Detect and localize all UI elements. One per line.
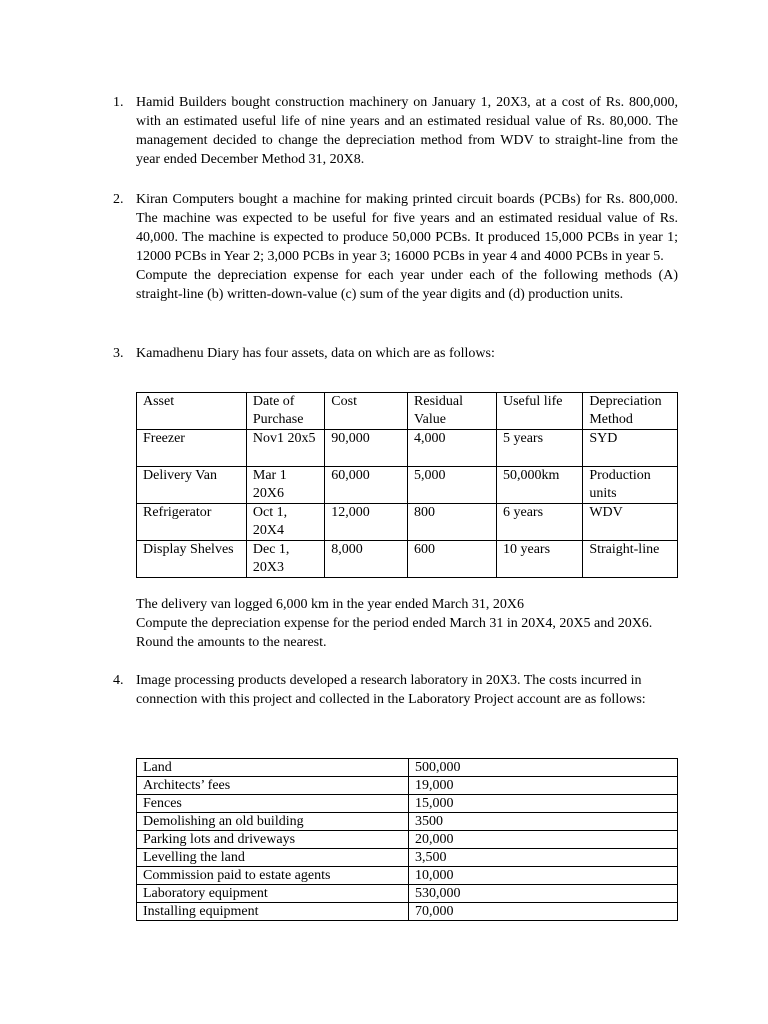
question-4 [113, 671, 678, 709]
table-cell: SYD [583, 430, 678, 467]
table-row [137, 759, 678, 777]
table-cell: 19,000 [409, 777, 678, 795]
table-row [137, 504, 678, 541]
table-header-row [137, 393, 678, 430]
question-instruction: Compute the depreciation expense for each year under each of the following methods (A) straight-line (b) written-down-value (c) sum of the year digits and (d) production units. [136, 268, 678, 302]
table-cell: 6 years [496, 504, 582, 541]
table-header-cell: Asset [137, 393, 247, 430]
note-text: The delivery van logged 6,000 km in the year ended March 31, 20X6 [136, 597, 525, 612]
table-cell: WDV [583, 504, 678, 541]
table-cell: 8,000 [325, 541, 408, 578]
question-text: Kamadhenu Diary has four assets, data on which are as follows: [136, 346, 495, 361]
question-number: 1. [113, 95, 124, 110]
table-row [137, 777, 678, 795]
question-3 [113, 344, 678, 363]
question-3-notes [136, 595, 681, 652]
question-number: 4. [113, 673, 124, 688]
asset-table [136, 392, 678, 578]
note-text: Compute the depreciation expense for the period ended March 31 in 20X4, 20X5 and 20X6. Round the amounts to the nearest. [136, 616, 653, 650]
table-cell: Delivery Van [137, 467, 247, 504]
table-row [137, 885, 678, 903]
table-cell: Commission paid to estate agents [137, 867, 409, 885]
table-row [137, 867, 678, 885]
question-number: 3. [113, 346, 124, 361]
table-cell: 3,500 [409, 849, 678, 867]
table-cell: 20,000 [409, 831, 678, 849]
table-cell: 10 years [496, 541, 582, 578]
table-cell: Fences [137, 795, 409, 813]
table-cell: Land [137, 759, 409, 777]
table-cell: Levelling the land [137, 849, 409, 867]
table-header-cell: Residual Value [408, 393, 497, 430]
table-row [137, 541, 678, 578]
table-cell: 90,000 [325, 430, 408, 467]
table-cell: Dec 1, 20X3 [246, 541, 324, 578]
table-cell: 15,000 [409, 795, 678, 813]
table-cell: Straight-line [583, 541, 678, 578]
table-cell: 530,000 [409, 885, 678, 903]
table-cell: 5,000 [408, 467, 497, 504]
table-cell: 70,000 [409, 903, 678, 921]
table-cell: Laboratory equipment [137, 885, 409, 903]
table-cell: Mar 1 20X6 [246, 467, 324, 504]
table-cell: Refrigerator [137, 504, 247, 541]
table-cell: Demolishing an old building [137, 813, 409, 831]
table-cell: Nov1 20x5 [246, 430, 324, 467]
table-header-cell: Useful life [496, 393, 582, 430]
question-2 [113, 190, 678, 304]
table-cell: 12,000 [325, 504, 408, 541]
question-number: 2. [113, 192, 124, 207]
table-row [137, 903, 678, 921]
laboratory-cost-table [136, 758, 678, 921]
table-cell: Parking lots and driveways [137, 831, 409, 849]
table-row [137, 467, 678, 504]
question-text: Kiran Computers bought a machine for making printed circuit boards (PCBs) for Rs. 800,000. The machine was expected to be useful for five years and an estimated residual value of Rs. 40,000. The machine is expected to produce 50,000 PCBs. It produced 15,000 PCBs in year 1; 12000 PCBs in Year 2; 3,000 PCBs in year 3; 16000 PCBs in year 4 and 4000 PCBs in year 5. [136, 192, 678, 264]
table-cell: 600 [408, 541, 497, 578]
question-1 [113, 93, 678, 169]
table-cell: Freezer [137, 430, 247, 467]
table-cell: 5 years [496, 430, 582, 467]
table-row [137, 795, 678, 813]
question-text: Hamid Builders bought construction machinery on January 1, 20X3, at a cost of Rs. 800,000, with an estimated useful life of nine years and an estimated residual value of Rs. 80,000. The management decided to change the depreciation method from WDV to straight-line from the year ended December Method 31, 20X8. [136, 95, 678, 167]
table-cell: Architects’ fees [137, 777, 409, 795]
table-row [137, 831, 678, 849]
question-text: Image processing products developed a research laboratory in 20X3. The costs incurred in connection with this project and collected in the Laboratory Project account are as follows: [136, 673, 646, 707]
table-row [137, 849, 678, 867]
table-cell: 60,000 [325, 467, 408, 504]
table-cell: 500,000 [409, 759, 678, 777]
table-cell: 10,000 [409, 867, 678, 885]
table-cell: 3500 [409, 813, 678, 831]
table-cell: Production units [583, 467, 678, 504]
table-cell: Oct 1, 20X4 [246, 504, 324, 541]
table-header-cell: Depreciation Method [583, 393, 678, 430]
table-cell: 4,000 [408, 430, 497, 467]
table-row [137, 430, 678, 467]
table-row [137, 813, 678, 831]
table-cell: Installing equipment [137, 903, 409, 921]
table-header-cell: Date of Purchase [246, 393, 324, 430]
table-cell: 50,000km [496, 467, 582, 504]
table-header-cell: Cost [325, 393, 408, 430]
table-cell: Display Shelves [137, 541, 247, 578]
table-cell: 800 [408, 504, 497, 541]
